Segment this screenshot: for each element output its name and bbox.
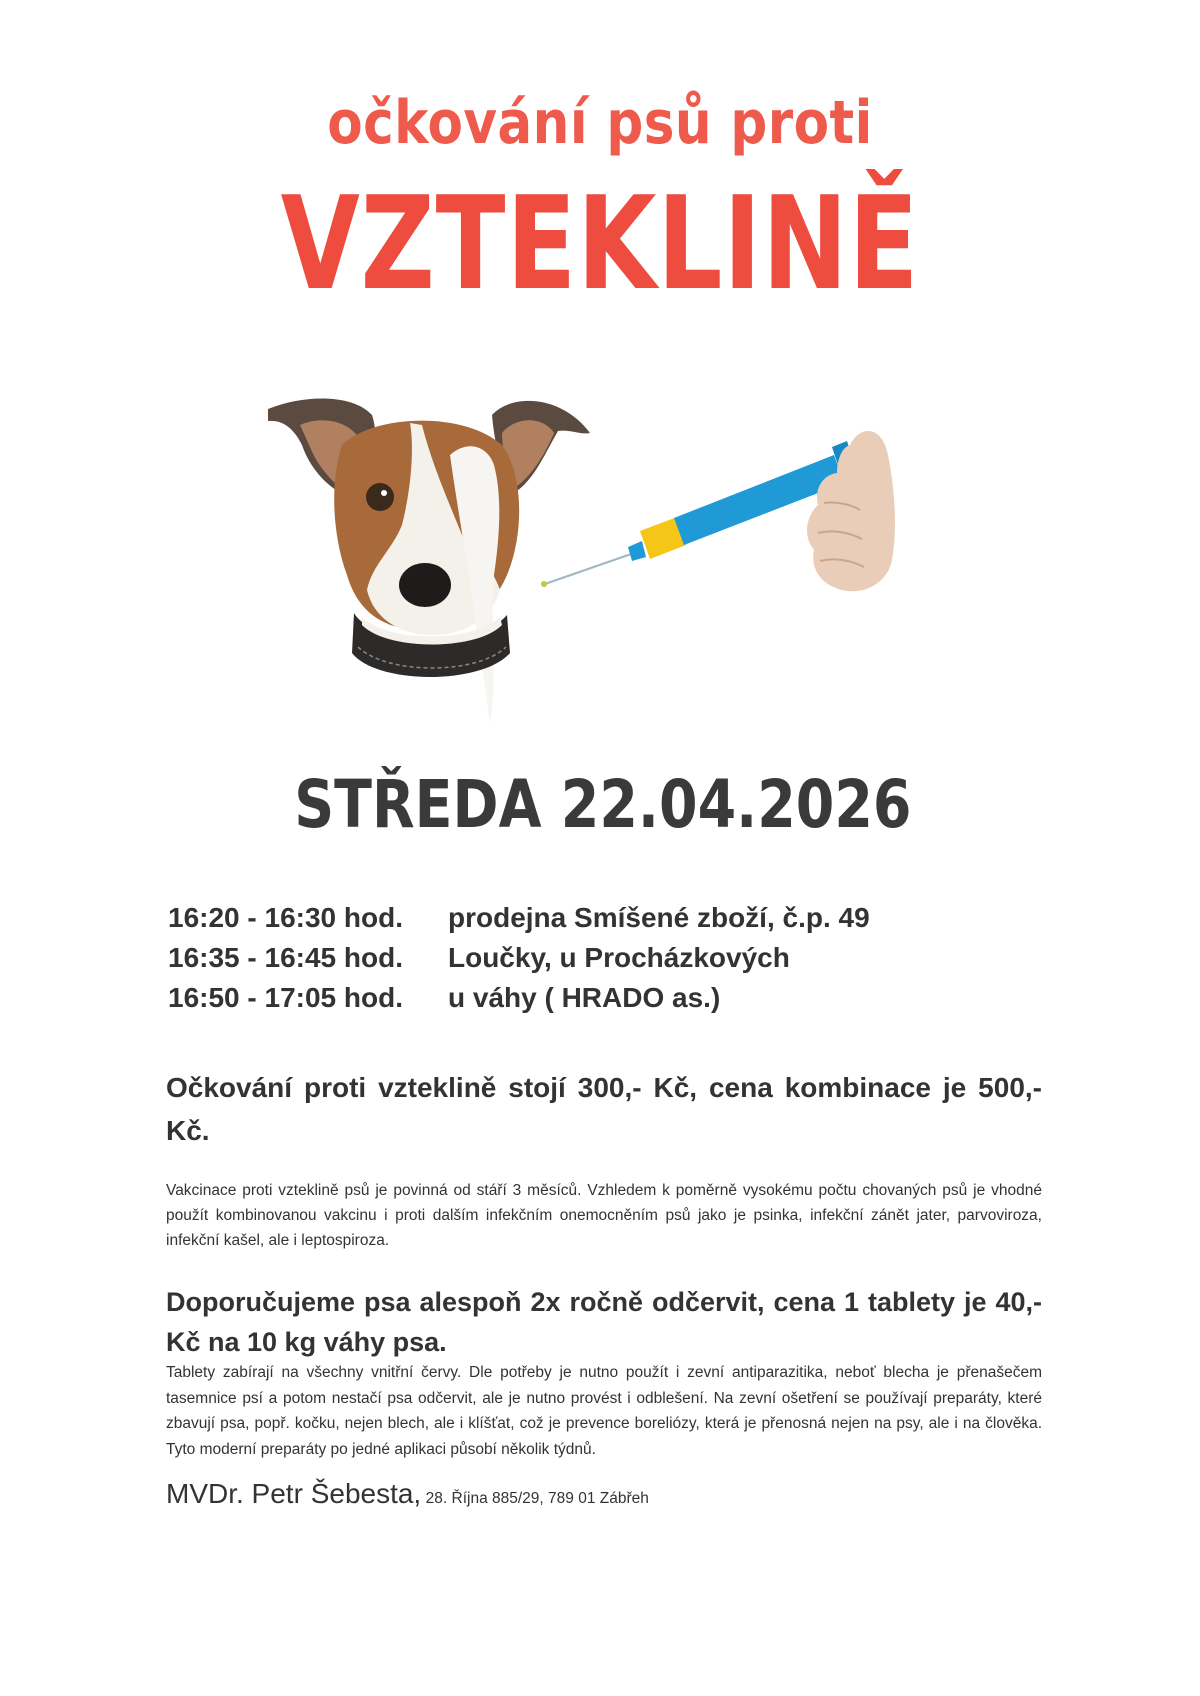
signature [166,1478,1066,1510]
schedule-time: 16:20 - 16:30 hod. [168,902,403,933]
schedule-row [168,898,1028,938]
price-info: Očkování proti vzteklině stojí 300,- Kč, cena kombinace je 500,- Kč. [166,1072,1042,1146]
tablets-info: Tablety zabírají na všechny vnitřní červy. Dle potřeby je nutno použít i zevní antiparazitika, neboť blecha je přenašečem tasemnice psí a potom nestačí psa odčervit, ale je nutno provést i odblešení. Na zevní ošetření se používají preparáty, které zbavují psa, popř. kočku, nejen blech, ale i klíšťat, což je prevence boreliózy, která je přenosná nejen na psy, ale i na člověka. Tyto moderní preparáty po jedné aplikaci působí několik týdnů. [166,1364,1042,1458]
vet-address: 28. Října 885/29, 789 01 Zábřeh [425,1490,649,1507]
schedule-row [168,938,1028,978]
poster-title: VZTEKLINĚ [280,170,920,319]
schedule-place: prodejna Smíšené zboží, č.p. 49 [448,902,870,933]
vaccination-info: Vakcinace proti vzteklině psů je povinná od stáří 3 měsíců. Vzhledem k poměrně vysokému počtu chovaných psů je vhodné použít kombinovanou vakcinu i proti dalším infekčním onemocněním psů jako je psinka, infekční zánět jater, parvoviroza, infekční kašel, ale i leptospiroza. [166,1182,1042,1249]
schedule-row [168,978,1028,1018]
vet-name: MVDr. Petr Šebesta, [166,1478,422,1509]
poster-subtitle: očkování psů proti [327,88,873,158]
schedule-place: Loučky, u Procházkových [448,942,790,973]
dog-syringe-icon [262,385,962,765]
schedule-place: u váhy ( HRADO as.) [448,982,721,1013]
schedule-list [168,898,1028,1018]
schedule-time: 16:50 - 17:05 hod. [168,982,403,1013]
schedule-time: 16:35 - 16:45 hod. [168,942,403,973]
deworming-info: Doporučujeme psa alespoň 2x ročně odčervit, cena 1 tablety je 40,- Kč na 10 kg váhy psa. [166,1287,1042,1357]
event-date: STŘEDA 22.04.2026 [294,766,912,843]
dog-vaccination-illustration [262,385,962,765]
